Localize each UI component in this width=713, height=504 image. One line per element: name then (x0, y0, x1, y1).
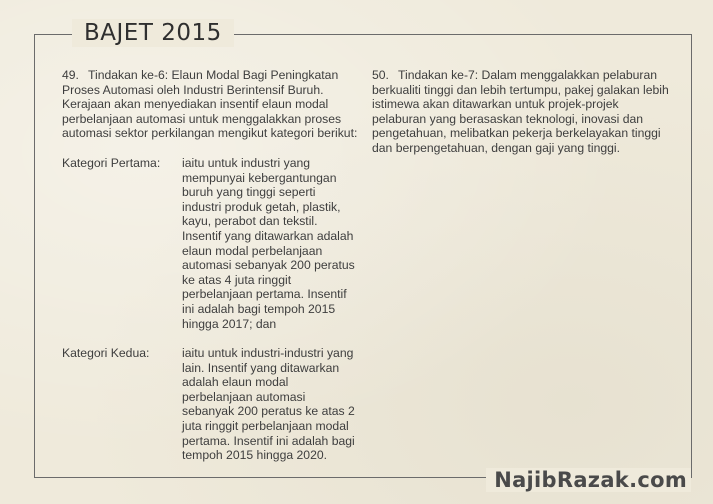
paragraph-number: 49. (62, 68, 79, 82)
paragraph-50 (372, 68, 672, 156)
brand-watermark: NajibRazak.com (486, 468, 691, 492)
category-second-label: Kategori Kedua: (62, 346, 150, 361)
paragraph-49-text: Tindakan ke-6: Elaun Modal Bagi Peningkatan Proses Automasi oleh Industri Berintensif Buruh. Kerajaan akan menyediakan insentif elaun modal perbelanjaan automasi untuk menggalakkan proses automasi sektor perkilangan mengikut kategori berikut: (62, 68, 358, 141)
category-second-text: iaitu untuk industri-industri yang lain. Insentif yang ditawarkan adalah elaun modal perbelanjaan automasi sebanyak 200 peratus ke atas 2 juta ringgit perbelanjaan modal pertama. Insentif ini adalah bagi tempoh 2015 hingga 2020. (182, 346, 355, 463)
page-title: BAJET 2015 (72, 19, 234, 47)
category-first-text: iaitu untuk industri yang mempunyai kebergantungan buruh yang tinggi seperti industri produk getah, plastik, kayu, perabot dan tekstil. Insentif yang ditawarkan adalah elaun modal perbelanjaan automasi sebanyak 200 peratus ke atas 4 juta ringgit perbelanjaan pertama. Insentif ini adalah bagi tempoh 2015 hingga 2017; dan (182, 155, 355, 331)
paragraph-number: 50. (372, 68, 389, 82)
paragraph-50-text: Tindakan ke-7: Dalam menggalakkan pelaburan berkualiti tinggi dan lebih tertumpu, pakej galakan lebih istimewa akan ditawarkan untuk projek-projek pelaburan yang berasaskan teknologi, inovasi dan pengetahuan, melibatkan pekerja berkelayakan tinggi dan berpengetahuan, dengan gaji yang tinggi. (372, 68, 669, 155)
paragraph-49 (62, 68, 362, 463)
paragraph-49-intro (62, 68, 362, 141)
category-first-label: Kategori Pertama: (62, 155, 161, 170)
category-second (62, 346, 362, 463)
category-first (62, 156, 362, 331)
